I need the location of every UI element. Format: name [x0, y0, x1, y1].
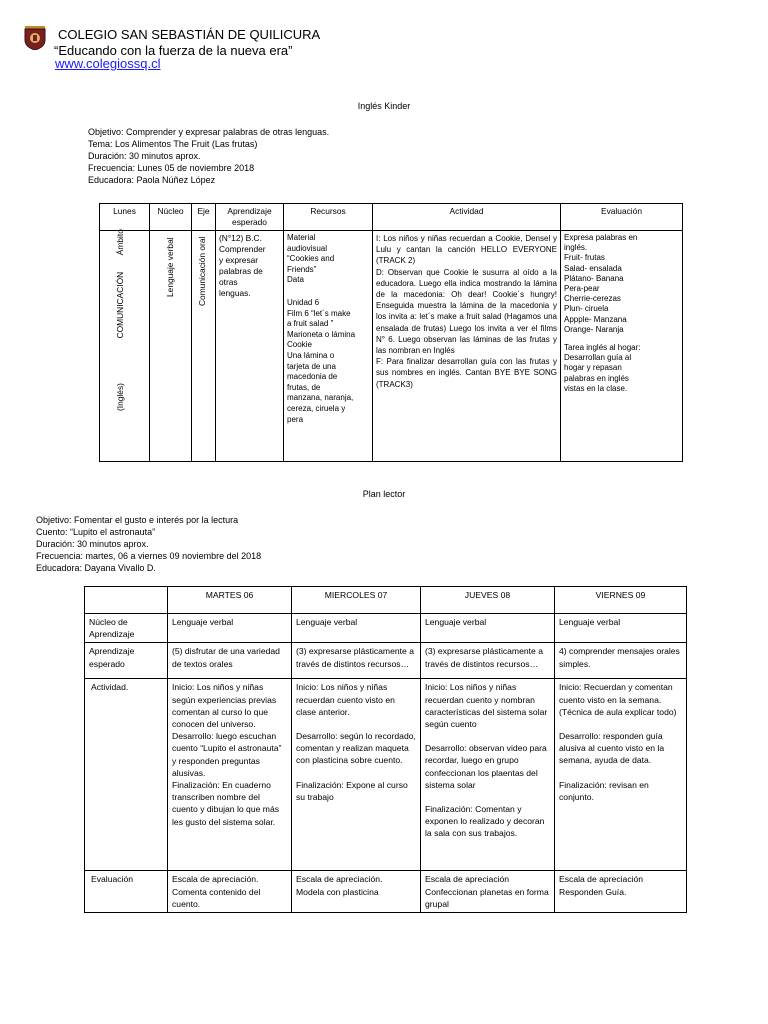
row-label: Actividad.: [85, 679, 168, 871]
header-cell: Actividad: [373, 204, 561, 231]
meta-line: Objetivo: Fomentar el gusto e interés por la lectura: [36, 515, 239, 525]
text-line: otras: [219, 277, 238, 287]
table-cell: [168, 679, 292, 871]
table-row: [85, 643, 687, 679]
header-cell: Lunes: [100, 204, 150, 231]
table-row: [85, 679, 687, 871]
text-line: frutas, de: [287, 382, 321, 392]
ambito-value: COMUNICACIÓN: [115, 271, 125, 339]
text-paragraph: Desarrollo: responden guía alusiva al cuento visto en la semana, ayuda de data.: [559, 731, 665, 766]
text-line: Comenta contenido del cuento.: [172, 886, 261, 909]
text-paragraph: Finalización: revisan en conjunto.: [559, 779, 649, 802]
text-line: Salad- ensalada: [564, 263, 622, 273]
meta-line: Educadora: Paola Núñez López: [88, 175, 216, 185]
text-line: inglés.: [564, 243, 588, 253]
row-label: Aprendizaje esperado: [85, 643, 168, 679]
ambito-sub: (Inglés): [115, 382, 125, 411]
table-header-row: [100, 204, 683, 231]
table-cell: Lenguaje verbal: [292, 614, 421, 643]
text-line: Film 6 “let´s make: [287, 308, 351, 318]
text-line: Escala de apreciación: [559, 874, 644, 885]
text-line: Comprender: [219, 244, 266, 254]
text-line: Marioneta o lámina: [287, 329, 356, 339]
table-cell: 4) comprender mensajes orales simples.: [555, 643, 687, 679]
text-line: Una lámina o: [287, 350, 335, 360]
text-paragraph: Inicio: Los niños y niñas recuerdan cuento visto en clase anterior.: [296, 682, 395, 717]
evaluacion-cell: [561, 231, 683, 462]
text-line: Confeccionan planetas en forma grupal: [425, 886, 549, 909]
spacer: [425, 791, 550, 803]
text-line: Escala de apreciación.: [172, 874, 259, 885]
table-cell: [292, 679, 421, 871]
school-motto: “Educando con la fuerza de la nueva era”: [54, 43, 293, 58]
text-line: Unidad 6: [287, 297, 320, 307]
meta-line: Objetivo: Comprender y expresar palabras de otras lenguas.: [88, 127, 330, 137]
nucleo-cell: [150, 231, 192, 462]
text-paragraph: Finalización: Expone al curso su trabajo: [296, 779, 408, 802]
section1-meta: [88, 126, 329, 186]
text-line: Pera-pear: [564, 284, 600, 294]
text-line: Cherrie-cerezas: [564, 294, 621, 304]
text-line: Escala de apreciación.: [296, 874, 383, 885]
header-cell: Recursos: [284, 204, 373, 231]
spacer: [564, 335, 679, 343]
table-cell: Lenguaje verbal: [168, 614, 292, 643]
section-title-ingles: Inglés Kinder: [357, 101, 411, 111]
text-line: a fruit salad ”: [287, 319, 334, 329]
ambito-cell: [100, 231, 150, 462]
day-header: JUEVES 08: [421, 587, 555, 614]
text-line: audiovisual: [287, 243, 328, 253]
day-header: MARTES 06: [168, 587, 292, 614]
text-line: Escala de apreciación: [425, 874, 510, 885]
table-cell: [555, 679, 687, 871]
ambito-label: Ámbito: [115, 229, 125, 256]
table-cell: (3) expresarse plásticamente a través de distintos recursos…: [421, 643, 555, 679]
actividad-desarrollo: D: Observan que Cookie le susurra al oído a la educadora. Luego ella indica mostrando la lámina de la macedonia: Oh dear! Cookie´s hungry! Enseguida muestra la lámina de la macedonia y los invita a: let´s make a fruit salad (Hagamos una ensalada de frutas) Luego los invita a ver el films N° 6. Luego observan las láminas de las frutas y las nombran en Inglés: [376, 267, 557, 356]
text-paragraph: Inicio: Los niños y niñas recuerdan cuento y nombran características del sistema solar según cuento: [425, 682, 548, 730]
text-paragraph: Desarrollo: luego escuchan cuento “Lupito el astronauta” y responden preguntas alusivas.: [172, 731, 282, 778]
text-line: Responden Guía.: [559, 886, 627, 897]
school-name: COLEGIO SAN SEBASTIÁN DE QUILICURA: [58, 27, 321, 42]
header-cell: Aprendizaje esperado: [216, 204, 284, 231]
day-header: MIERCOLES 07: [292, 587, 421, 614]
text-paragraph: Desarrollo: observan video para recordar, luego en grupo confeccionan los plaentas del sistema solar: [425, 743, 547, 790]
text-line: Data: [287, 275, 304, 285]
meta-line: Cuento: “Lupito el astronauta”: [36, 527, 156, 537]
actividad-final: F: Para finalizar desarrollan guía con las frutas y sus nombres en inglés. Cantan BYE BYE SONG (TRACK3): [376, 357, 557, 389]
meta-line: Duración: 30 minutos aprox.: [36, 539, 149, 549]
spacer: [287, 286, 369, 298]
ingles-plan-table: [99, 203, 683, 462]
section2-meta: [36, 514, 261, 574]
text-line: Modela con plasticina: [296, 886, 379, 897]
table-cell: [168, 871, 292, 913]
text-paragraph: Inicio: Recuerdan y comentan cuento visto en la semana. (Técnica de aula explicar todo): [559, 682, 677, 717]
text-line: y expresar: [219, 255, 259, 265]
text-line: Expresa palabras en: [564, 233, 638, 242]
row-label: Núcleo de Aprendizaje: [85, 614, 168, 643]
text-line: Fruit- frutas: [564, 253, 605, 263]
text-line: hogar y repasan: [564, 363, 622, 373]
table-cell: Lenguaje verbal: [421, 614, 555, 643]
text-line: pera: [287, 414, 304, 424]
row-label: Evaluación: [85, 871, 168, 913]
text-line: “Cookies and: [287, 254, 335, 264]
text-line: Tarea inglés al hogar:: [564, 343, 641, 353]
table-cell: [555, 871, 687, 913]
text-line: cereza, ciruela y: [287, 403, 346, 413]
header-cell: Evaluación: [561, 204, 683, 231]
section-title-plan-lector: Plan lector: [362, 489, 406, 499]
table-row: [85, 871, 687, 913]
table-cell: [421, 679, 555, 871]
table-row: [85, 614, 687, 643]
table-cell: [421, 871, 555, 913]
eje-cell: [192, 231, 216, 462]
text-line: manzana, naranja,: [287, 393, 354, 403]
header-cell: Núcleo: [150, 204, 192, 231]
text-line: Plun- ciruela: [564, 304, 609, 314]
text-paragraph: Finalización: Comentan y exponen lo realizado y decoran la sala con sus trabajos.: [425, 804, 545, 839]
table-cell: (3) expresarse plásticamente a través de distintos recursos…: [292, 643, 421, 679]
text-line: palabras de: [219, 266, 263, 276]
recursos-cell: [284, 231, 373, 462]
table-row: [100, 231, 683, 462]
text-paragraph: Inicio: Los niños y niñas según experiencias previas comentan al curso lo que conocen del universo.: [172, 682, 277, 730]
header-cell-empty: [85, 587, 168, 614]
text-line: Desarrollan guía al: [564, 353, 632, 363]
meta-line: Educadora: Dayana Vivallo D.: [36, 563, 156, 573]
aprendizaje-cell: [216, 231, 284, 462]
actividad-cell: [373, 231, 561, 462]
meta-line: Frecuencia: martes, 06 a viernes 09 noviembre del 2018: [36, 551, 262, 561]
eje-value: Comunicación oral: [197, 237, 207, 307]
meta-line: Tema: Los Alimentos The Fruit (Las frutas): [88, 139, 258, 149]
text-line: tarjeta de una: [287, 361, 336, 371]
text-line: Plátano- Banana: [564, 273, 624, 283]
spacer: [296, 767, 416, 779]
table-cell: Lenguaje verbal: [555, 614, 687, 643]
table-cell: [292, 871, 421, 913]
text-paragraph: Finalización: En cuaderno transcriben nombre del cuento y dibujan lo que más les gusto del sistema solar.: [172, 780, 280, 827]
header-cell: Eje: [192, 204, 216, 231]
spacer: [559, 718, 682, 730]
spacer: [425, 730, 550, 742]
table-cell: (5) disfrutar de una variedad de textos orales: [168, 643, 292, 679]
school-logo: [24, 26, 46, 50]
meta-line: Duración: 30 minutos aprox.: [88, 151, 201, 161]
text-line: Friends”: [287, 264, 317, 274]
spacer: [559, 767, 682, 779]
text-line: Appple- Manzana: [564, 314, 627, 324]
text-line: palabras en inglés: [564, 373, 629, 383]
text-line: Orange- Naranja: [564, 324, 624, 334]
text-line: lenguas.: [219, 288, 251, 298]
meta-line: Frecuencia: Lunes 05 de noviembre 2018: [88, 163, 255, 173]
text-line: vistas en la clase.: [564, 383, 628, 393]
spacer: [296, 718, 416, 730]
text-paragraph: Desarrollo: según lo recordado, comentan y realizan maqueta con plasticina sobre cuento.: [296, 731, 416, 766]
actividad-inicio: I: Los niños y niñas recuerdan a Cookie, Densel y Lulu y cantan la canción HELLO EVERYONE (TRACK 2): [376, 234, 557, 266]
plan-lector-table: [84, 586, 687, 913]
table-header-row: [85, 587, 687, 614]
school-website-link[interactable]: www.colegiossq.cl: [55, 56, 161, 71]
text-line: macedonia de: [287, 372, 338, 382]
text-line: Cookie: [287, 340, 312, 350]
text-line: Material: [287, 233, 316, 242]
text-line: (N°12) B.C.: [219, 233, 262, 243]
day-header: VIERNES 09: [555, 587, 687, 614]
nucleo-value: Lenguaje verbal: [165, 237, 175, 297]
